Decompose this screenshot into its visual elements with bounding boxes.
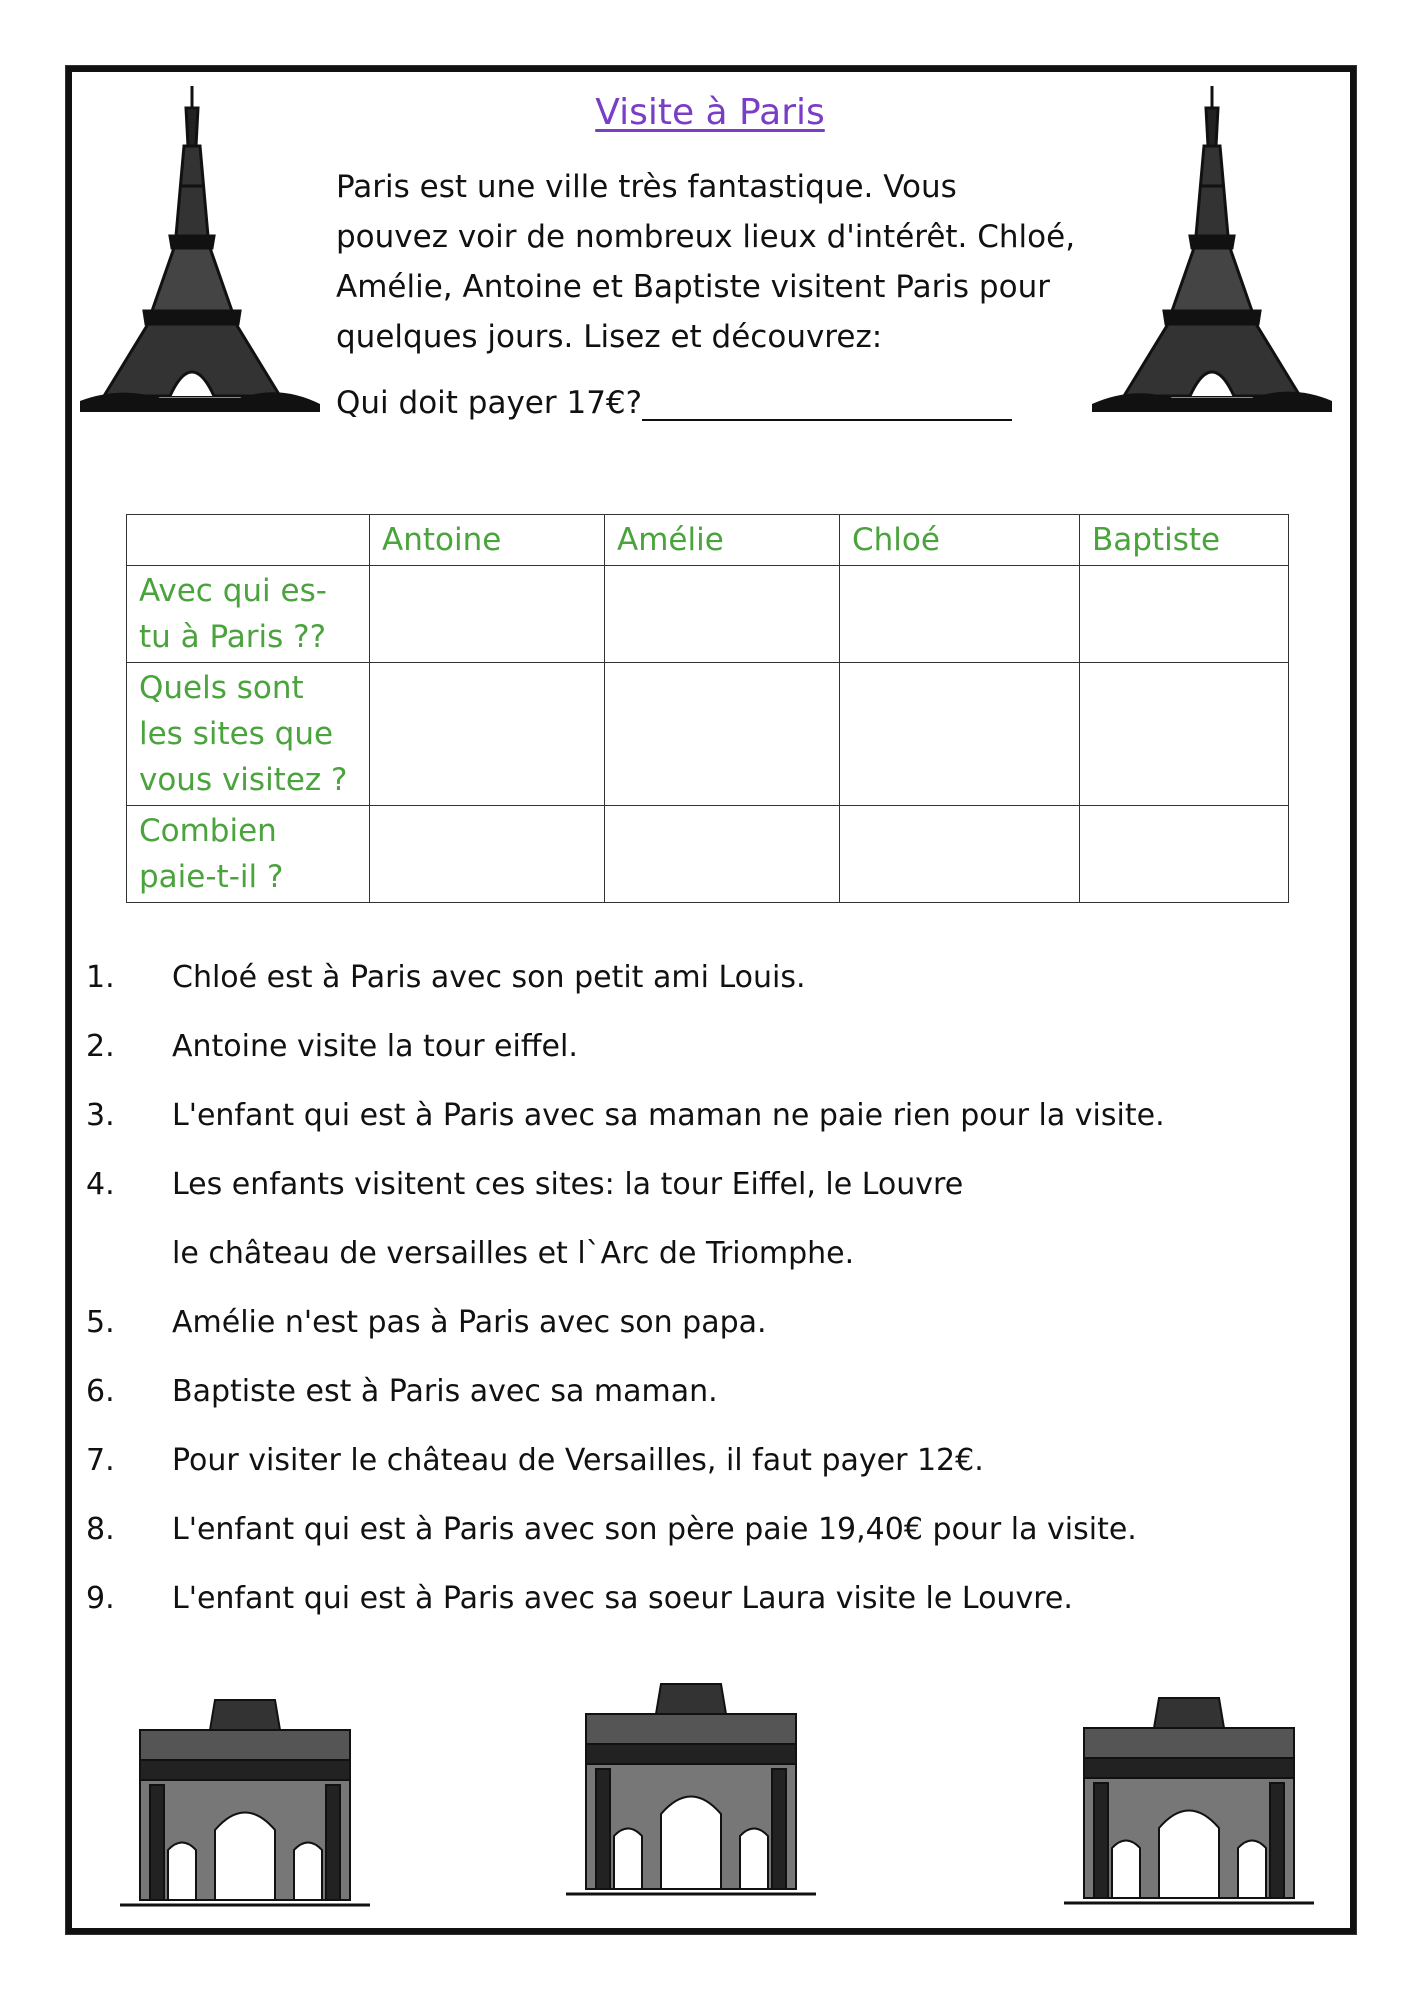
list-item — [86, 1098, 1306, 1167]
clue-number: 6. — [86, 1374, 115, 1409]
header-antoine: Antoine — [370, 515, 605, 566]
row-label-combien: Combien paie-t-il ? — [127, 806, 370, 903]
row-label-avec-qui: Avec qui es-tu à Paris ?? — [127, 566, 370, 663]
list-item — [86, 1374, 1306, 1443]
clue-continuation: le château de versailles et l`Arc de Triomphe. — [172, 1236, 855, 1271]
question — [336, 385, 1012, 421]
list-item — [86, 1167, 1306, 1236]
clue-text: L'enfant qui est à Paris avec sa maman ne paie rien pour la visite. — [172, 1098, 1165, 1133]
eiffel-tower-left-icon — [80, 86, 320, 416]
list-item — [86, 1512, 1306, 1581]
clue-text: Amélie n'est pas à Paris avec son papa. — [172, 1305, 767, 1340]
clue-number: 9. — [86, 1581, 115, 1616]
clue-text: L'enfant qui est à Paris avec sa soeur Laura visite le Louvre. — [172, 1581, 1073, 1616]
arc-de-triomphe-icon — [1064, 1688, 1314, 1918]
answer-cell[interactable] — [605, 806, 840, 903]
header-empty — [127, 515, 370, 566]
clue-number: 4. — [86, 1167, 115, 1202]
list-item — [86, 1029, 1306, 1098]
clue-list — [86, 960, 1306, 1650]
clue-text: Antoine visite la tour eiffel. — [172, 1029, 578, 1064]
arc-de-triomphe-icon — [120, 1690, 370, 1920]
clue-number: 7. — [86, 1443, 115, 1478]
answer-cell[interactable] — [370, 663, 605, 806]
clue-number: 5. — [86, 1305, 115, 1340]
list-item — [86, 960, 1306, 1029]
worksheet-title: Visite à Paris — [595, 92, 825, 133]
intro-paragraph: Paris est une ville très fantastique. Vous pouvez voir de nombreux lieux d'intérêt. Chloé, Amélie, Antoine et Baptiste visitent Paris pour quelques jours. Lisez et découvrez: — [336, 169, 1076, 355]
clue-text: Pour visiter le château de Versailles, il faut payer 12€. — [172, 1443, 984, 1478]
clue-text: L'enfant qui est à Paris avec son père paie 19,40€ pour la visite. — [172, 1512, 1137, 1547]
list-item — [86, 1581, 1306, 1650]
list-item — [86, 1305, 1306, 1374]
answer-cell[interactable] — [605, 663, 840, 806]
clue-text: Les enfants visitent ces sites: la tour Eiffel, le Louvre — [172, 1167, 964, 1202]
arc-de-triomphe-icon — [566, 1674, 816, 1914]
answer-cell[interactable] — [370, 566, 605, 663]
answer-cell[interactable] — [605, 566, 840, 663]
answer-cell[interactable] — [1080, 806, 1289, 903]
answer-cell[interactable] — [1080, 566, 1289, 663]
list-item — [86, 1443, 1306, 1512]
table-row — [127, 566, 1289, 663]
question-text: Qui doit payer 17€? — [336, 385, 643, 421]
answer-cell[interactable] — [370, 806, 605, 903]
header-amelie: Amélie — [605, 515, 840, 566]
eiffel-tower-right-icon — [1092, 86, 1332, 416]
answer-cell[interactable] — [1080, 663, 1289, 806]
header-chloe: Chloé — [840, 515, 1080, 566]
clue-number: 1. — [86, 960, 115, 995]
header-baptiste: Baptiste — [1080, 515, 1289, 566]
answer-cell[interactable] — [840, 806, 1080, 903]
logic-grid-table — [126, 514, 1289, 903]
clue-number: 2. — [86, 1029, 115, 1064]
clue-number: 3. — [86, 1098, 115, 1133]
clue-text: Chloé est à Paris avec son petit ami Louis. — [172, 960, 806, 995]
answer-blank[interactable] — [642, 389, 1012, 421]
table-row — [127, 663, 1289, 806]
table-header-row — [127, 515, 1289, 566]
table-row — [127, 806, 1289, 903]
clue-text: Baptiste est à Paris avec sa maman. — [172, 1374, 718, 1409]
answer-cell[interactable] — [840, 566, 1080, 663]
clue-number: 8. — [86, 1512, 115, 1547]
row-label-sites: Quels sont les sites que vous visitez ? — [127, 663, 370, 806]
answer-cell[interactable] — [840, 663, 1080, 806]
